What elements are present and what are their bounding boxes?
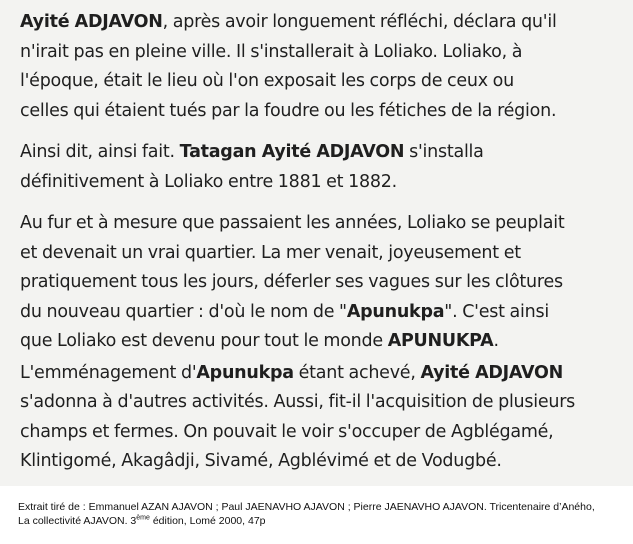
source-citation-line-1: Extrait tiré de : Emmanuel AZAN AJAVON ; Paul JAENAVHO AJAVON ; Pierre JAENAVHO AJAVON. Tricentenaire d’Aného, xyxy=(18,501,595,513)
paragraph-2-line-1 xyxy=(20,138,633,168)
paragraph-4-line-1-mid: étant achevé, xyxy=(293,362,421,383)
source-citation-line-2-b: édition, Lomé 2000, 47p xyxy=(149,515,266,527)
paragraph-3-line-2: et devenait un vrai quartier. La mer venait, joyeusement et xyxy=(20,242,521,263)
paragraph-4-line-2: s'adonna à d'autres activités. Aussi, fit-il l'acquisition de plusieurs xyxy=(20,392,576,412)
paragraph-1-line-1-text: , après avoir longuement réfléchi, déclara qu'il xyxy=(162,12,557,32)
paragraph-3-line-4 xyxy=(20,298,633,328)
paragraph-4-line-4: Klintigomé, Akagâdji, Sivamé, Agblévimé et de Vodugbé. xyxy=(20,451,502,471)
paragraph-2-line-2: définitivement à Loliako entre 1881 et 1882. xyxy=(20,171,397,192)
paragraph-4-line-3: champs et fermes. On pouvait le voir s'occuper de Agblégamé, xyxy=(20,421,554,442)
name-ayite-adjavon-2: Ayité ADJAVON xyxy=(420,362,564,383)
paragraph-4 xyxy=(20,359,633,477)
name-ayite-adjavon: Ayité ADJAVON xyxy=(20,12,163,32)
paragraph-3-line-5 xyxy=(20,327,633,357)
paragraph-4-line-1 xyxy=(20,359,633,389)
paragraph-3 xyxy=(20,209,633,357)
paragraph-3-line-4-text: du nouveau quartier : d'où le nom de " xyxy=(20,301,347,322)
paragraph-3-line-3: pratiquement tous les jours, déferler ses vagues sur les clôtures xyxy=(20,272,563,292)
name-apunukpa-caps: APUNUKPA xyxy=(387,331,494,351)
paragraph-1-line-4: celles qui étaient tués par la foudre ou les fétiches de la région. xyxy=(20,100,557,121)
paragraph-3-line-5-text: que Loliako est devenu pour tout le monde xyxy=(20,331,388,351)
edition-superscript: ème xyxy=(136,514,150,522)
paragraph-3-line-4-tail: ". C'est ainsi xyxy=(444,301,549,322)
source-citation xyxy=(18,500,618,528)
paragraph-2-line-1-text: Ainsi dit, ainsi fait. xyxy=(20,142,180,162)
paragraph-3-line-1: Au fur et à mesure que passaient les années, Loliako se peuplait xyxy=(20,213,565,233)
paragraph-1-line-2: n'irait pas en pleine ville. Il s'installerait à Loliako. Loliako, à xyxy=(20,41,523,62)
source-citation-line-2-a: La collectivité AJAVON. 3 xyxy=(18,515,137,527)
name-apunukpa-2: Apunukpa xyxy=(196,362,294,383)
paragraph-4-line-1-text: L'emménagement d' xyxy=(20,362,197,383)
name-apunukpa: Apunukpa xyxy=(346,301,445,322)
name-tatagan-ayite-adjavon: Tatagan Ayité ADJAVON xyxy=(179,142,405,162)
paragraph-2-line-1-tail: s'installa xyxy=(404,142,484,162)
source-citation-line-2 xyxy=(18,514,618,528)
paragraph-1 xyxy=(20,8,633,126)
paragraph-1-line-3: l'époque, était le lieu où l'on exposait les corps de ceux ou xyxy=(20,71,514,91)
paragraph-1-line-1 xyxy=(20,8,633,38)
paragraph-2 xyxy=(20,138,633,197)
paragraph-3-line-5-tail: . xyxy=(493,331,499,351)
